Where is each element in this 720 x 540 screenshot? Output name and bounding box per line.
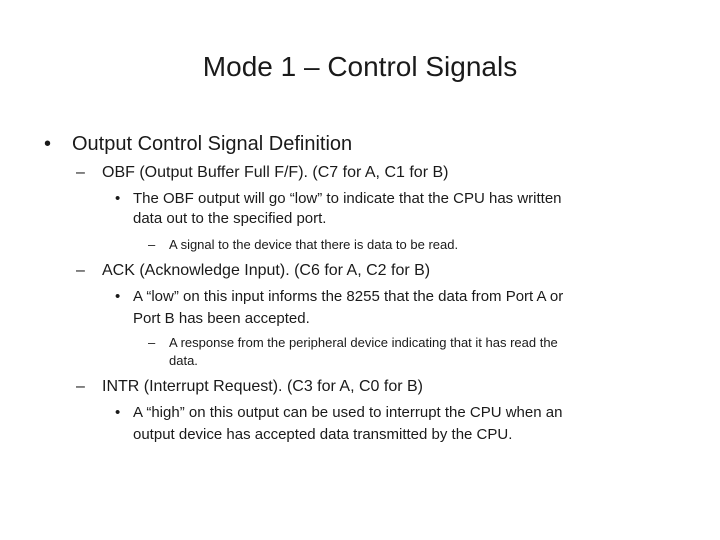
dash-marker: – xyxy=(76,164,85,181)
level1-text: Output Control Signal Definition xyxy=(72,133,353,155)
obf-body-line-2: data out to the specified port. xyxy=(133,210,327,227)
bullet-marker: • xyxy=(115,288,121,305)
slide-title: Mode 1 – Control Signals xyxy=(202,51,518,82)
ack-body-line-1: A “low” on this input informs the 8255 that the data from Port A or xyxy=(133,288,564,305)
obf-heading: OBF (Output Buffer Full F/F). (C7 for A, C1 for B) xyxy=(102,164,449,181)
intr-heading: INTR (Interrupt Request). (C3 for A, C0 for B) xyxy=(102,378,423,395)
dash-marker: – xyxy=(76,378,85,395)
ack-note-line-2: data. xyxy=(169,353,198,368)
bullet-marker: • xyxy=(115,190,121,207)
dash-marker: – xyxy=(148,335,156,350)
ack-body-line-2: Port B has been accepted. xyxy=(133,310,310,327)
obf-note-line-1: A signal to the device that there is data to be read. xyxy=(169,237,459,252)
intr-body-line-2: output device has accepted data transmitted by the CPU. xyxy=(133,426,513,443)
obf-body-line-1: The OBF output will go “low” to indicate that the CPU has written xyxy=(133,190,562,207)
dash-marker: – xyxy=(148,237,156,252)
ack-note-line-1: A response from the peripheral device indicating that it has read the xyxy=(169,335,558,350)
dash-marker: – xyxy=(76,262,85,279)
bullet-marker: • xyxy=(44,133,52,155)
ack-heading: ACK (Acknowledge Input). (C6 for A, C2 for B) xyxy=(102,262,431,279)
bullet-marker: • xyxy=(115,404,121,421)
intr-body-line-1: A “high” on this output can be used to interrupt the CPU when an xyxy=(133,404,563,421)
